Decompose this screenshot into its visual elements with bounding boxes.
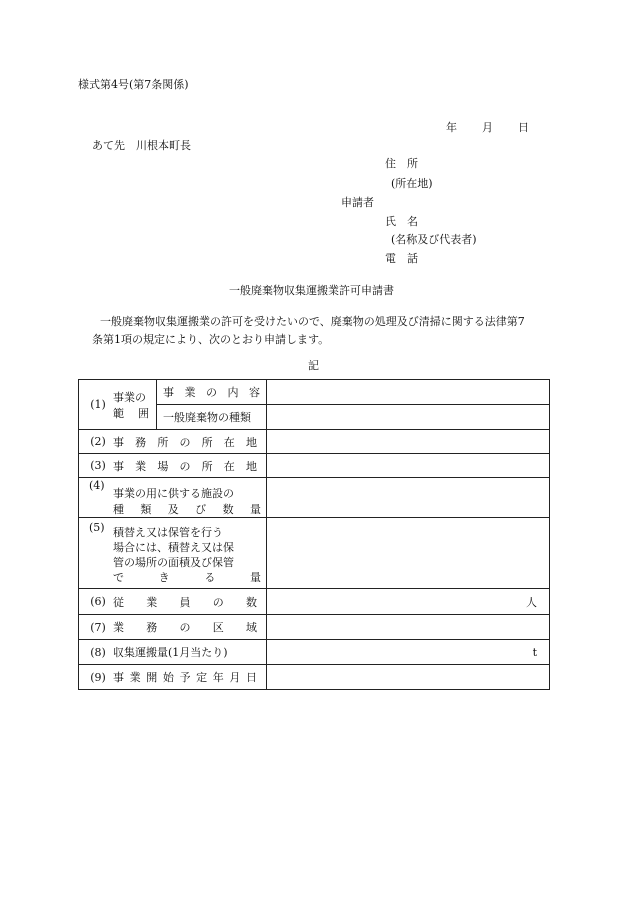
row1-sub1-char: 容 [249,386,260,399]
row3-label-char: 所 [201,459,213,473]
row9-label-char: 年 [212,671,224,684]
address-sub-label: (所在地) [391,177,433,190]
body-text-line-1: 一般廃棄物収集運搬業の許可を受けたいので、廃棄物の処理及び清掃に関する法律第7 [100,315,525,328]
row6-label-cell [79,589,267,615]
row3-label-char: の [179,459,191,473]
row2-label-char: 所 [201,435,213,449]
row3-label-char: 地 [245,459,257,473]
date-day-label: 日 [518,121,529,134]
application-table [78,379,550,690]
row2-label-char: 事 [113,435,124,449]
row9-label-char: 開 [146,671,158,684]
start-date-input-cell[interactable] [267,665,550,690]
row5-label-line1: 積替え又は保管を行う [113,526,223,539]
row5-label-line3: 管の場所の面積及び保管 [113,556,234,569]
row6-label-char: 従 [113,595,124,609]
table-row-6 [79,589,550,615]
row6-label-char: の [212,595,224,609]
row9-label-char: 始 [162,671,174,684]
service-area-input-cell[interactable] [267,615,550,640]
table-row-4 [79,478,550,518]
row9-number: (9) [90,670,106,684]
name-sub-label: (名称及び代表者) [391,233,477,246]
row5-label-char: 量 [249,571,261,584]
row9-label-char: 予 [179,671,191,684]
row1-sub2-label-cell [157,405,267,430]
row1-group-label-line1: 事業の [113,390,146,404]
row9-label-char: 日 [246,671,257,684]
row1-label-cell [79,380,157,430]
row9-label-char: 業 [129,671,141,684]
facility-input-cell[interactable] [267,478,550,518]
row8-label-cell [79,640,267,665]
row5-label-line2: 場合には、積替え又は保 [113,541,234,554]
collection-unit-label: t [532,645,537,659]
employee-count-input-cell[interactable] [267,589,550,615]
row1-number: (1) [90,398,106,411]
table-row-3 [79,454,550,478]
row1-sub1-label-cell [157,380,267,405]
row4-number: (4) [89,478,105,492]
row5-label-char: る [204,571,216,584]
row9-label-char: 定 [196,671,208,684]
row7-label-char: の [179,621,191,634]
row7-label-char: 務 [146,621,158,634]
row3-label-char: 在 [223,459,235,473]
row9-label-char: 月 [229,671,241,684]
table-row-1 [79,380,550,405]
row7-number: (7) [90,620,106,634]
row9-label-cell [79,665,267,690]
row7-label-cell [79,615,267,640]
form-number: 様式第4号(第7条関係) [78,78,189,91]
row3-label-char: 場 [157,459,169,473]
row5-number: (5) [89,521,105,534]
row6-label-char: 業 [146,595,158,609]
collection-amount-input-cell[interactable] [267,640,550,665]
office-location-input-cell[interactable] [267,430,550,454]
employee-unit-label: 人 [526,595,537,609]
row1-group-label-char1: 範 [113,406,124,420]
row2-label-char: 務 [135,435,147,449]
date-year-label: 年 [446,121,457,134]
row1-sub1-char: 内 [227,386,239,399]
row4-label-char: 種 [113,502,124,516]
row8-label: 収集運搬量(1月当たり) [113,646,228,659]
row2-label-char: の [179,435,191,449]
row8-number: (8) [90,645,106,659]
row1-sub1-char: 業 [184,386,196,399]
row1-sub2-label: 一般廃棄物の種類 [163,411,251,424]
table-row-7 [79,615,550,640]
row4-label-char: 数 [222,502,234,516]
address-label: 住 所 [385,157,418,170]
row2-number: (2) [90,435,106,448]
row6-label-char: 数 [246,595,257,609]
row3-number: (3) [90,459,106,472]
row1-sub1-char: 事 [163,386,174,399]
row4-label-char: 類 [140,502,152,516]
row4-label-char: び [195,502,207,516]
row1-group-label-char2: 囲 [138,406,149,420]
row2-label-char: 地 [245,435,257,449]
row4-label-char: 及 [167,502,179,516]
name-label: 氏 名 [385,215,418,228]
row7-label-char: 域 [246,621,257,634]
row1-sub1-char: の [206,386,217,399]
row4-label-line1: 事業の用に供する施設の [113,486,234,500]
row7-label-char: 区 [212,621,224,634]
row9-label-char: 事 [113,671,124,684]
row2-label-char: 所 [157,435,169,449]
row6-number: (6) [90,595,106,608]
applicant-label: 申請者 [341,196,374,209]
row4-label-char: 量 [249,502,261,516]
row6-label-char: 員 [179,595,191,609]
document-title: 一般廃棄物収集運搬業許可申請書 [229,284,394,297]
waste-type-input-cell[interactable] [267,405,550,430]
row3-label-char: 業 [135,459,147,473]
row4-label-cell [79,478,267,518]
table-row-5 [79,518,550,589]
business-site-location-input-cell[interactable] [267,454,550,478]
table-row-8 [79,640,550,665]
storage-input-cell[interactable] [267,518,550,589]
row5-label-char: き [158,571,170,584]
table-row-2 [79,430,550,454]
row3-label-char: 事 [113,459,124,473]
row5-label-char: で [113,571,124,584]
business-content-input-cell[interactable] [267,380,550,405]
row2-label-cell [79,430,267,454]
row5-label-cell [79,518,267,589]
row7-label-char: 業 [113,621,124,634]
ki-label: 記 [308,359,319,372]
date-month-label: 月 [482,121,493,134]
addressee: あて先 川根本町長 [92,139,191,152]
phone-label: 電 話 [385,252,418,265]
row3-label-cell [79,454,267,478]
table-row-9 [79,665,550,690]
row2-label-char: 在 [223,435,235,449]
body-text-line-2: 条第1項の規定により、次のとおり申請します。 [92,333,330,346]
